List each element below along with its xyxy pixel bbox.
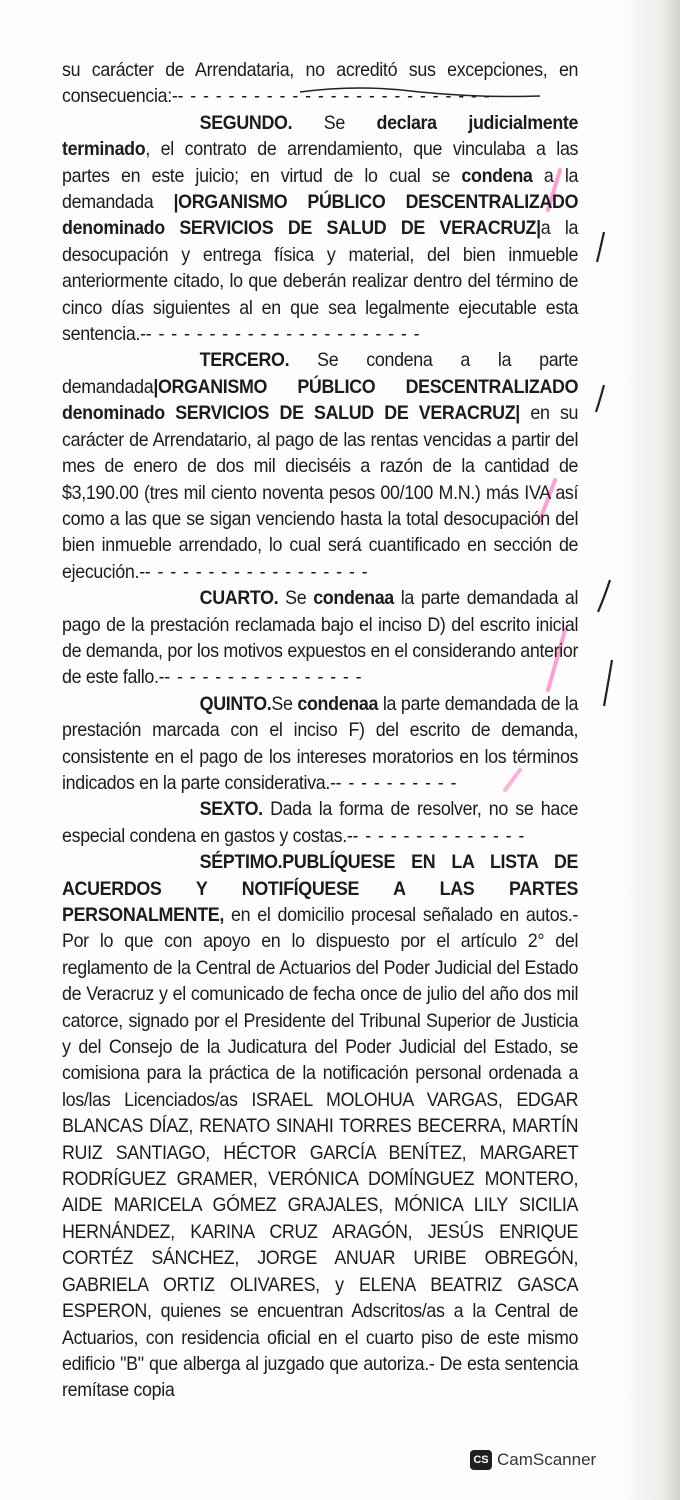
dash-fill: - - - - - - - - - - - - - - - - xyxy=(164,667,363,689)
paragraph-segundo xyxy=(62,111,578,349)
camscanner-badge-icon: CS xyxy=(470,1450,492,1470)
tercero-defendant: |ORGANISMO PÚBLICO DESCENTRALIZADO denominado SERVICIOS DE SALUD DE VERACRUZ| xyxy=(62,376,579,425)
segundo-defendant: |ORGANISMO PÚBLICO DESCENTRALIZADO denominado SERVICIOS DE SALUD DE VERACRUZ| xyxy=(62,192,579,240)
tercero-heading: TERCERO. xyxy=(199,350,290,372)
segundo-text-e: a la demandada xyxy=(62,165,579,214)
cuarto-text-c: la parte demandada al pago de la prestación reclamada bajo el inciso D) del escrito inicial de demanda, por los motivos expuestos en el considerando anterior de este fallo.- xyxy=(62,588,579,689)
dash-fill: - - - - - - - - - - - - - - xyxy=(352,825,526,847)
sexto-text-a: Dada la forma de resolver, no se hace especial condena en gastos y costas.- xyxy=(62,799,579,847)
quinto-text-b: condenaa xyxy=(297,693,379,715)
tercero-text-a: Se condena a la parte demandada xyxy=(62,350,579,398)
segundo-text-d: condena xyxy=(461,165,533,187)
sentence-body xyxy=(62,58,578,1405)
segundo-heading: SEGUNDO. xyxy=(199,112,293,134)
sexto-heading: SEXTO. xyxy=(199,799,263,821)
paragraph-sexto xyxy=(62,797,578,850)
dash-fill: - - - - - - - - - - xyxy=(335,772,458,794)
intro-line-1: su carácter de Arrendataria, no acreditó sus excepciones, en xyxy=(62,60,579,81)
dash-fill: - - - - - - - - - - - - - - - - - - - - - - xyxy=(145,324,421,346)
septimo-text-a: en el domicilio procesal señalado en autos.- Por lo que con apoyo en lo dispuesto por el artículo 2° del reglamento de la Central de Actuarios del Poder Judicial del Estado de Veracruz y el comunicado de fecha once de julio del año dos mil catorce, signado por el Presidente del Tribunal Superior de Justicia y del Consejo de la Judicatura del Poder Judicial del Estado, se comisiona para la práctica de la notificación personal ordenada a los/las Licenciados/as ISRAEL MOLOHUA VARGAS, EDGAR BLANCAS DÍAZ, RENATO SINAHI TORRES BECERRA, MARTÍN RUIZ SANTIAGO, HÉCTOR GARCÍA BENÍTEZ, MARGARET RODRÍGUEZ GRAMER, VERÓNICA DOMÍNGUEZ MONTERO, AIDE MARICELA GÓMEZ GRAJALES, MÓNICA LILY SICILIA HERNÁNDEZ, KARINA CRUZ ARAGÓN, JESÚS ENRIQUE CORTÉZ SÁNCHEZ, JORGE ANUAR URIBE OBREGÓN, GABRIELA ORTIZ OLIVARES, y ELENA BEATRIZ GASCA ESPERON, quienes se encuentran Adscritos/as a la Central de Actuarios, con residencia oficial en el cuarto piso de este mismo edificio "B" que alberga al juzgado que autoriza.- De esta sentencia remítase copia xyxy=(62,905,579,1402)
dash-fill: - - - - - - - - - - - - - - - - - - - - - - - - - xyxy=(177,86,491,108)
intro-line-2: consecuencia:- xyxy=(62,86,178,108)
cuarto-text-b: condenaa xyxy=(313,588,394,610)
camscanner-watermark xyxy=(470,1448,596,1472)
paragraph-quinto xyxy=(62,692,578,798)
tercero-text-c: en su carácter de Arrendatario, al pago de las rentas vencidas a partir del mes de enero de dos mil dieciséis a razón de la cantidad de $3,190.00 (tres mil ciento noventa pesos 00/100 M.N.) más IVA así como a las que se sigan venciendo hasta la total desocupación del bien inmueble arrendado, lo cual será cuantificado en sección de ejecución.- xyxy=(62,403,579,583)
camscanner-brand: CamScanner xyxy=(497,1450,597,1469)
paragraph-septimo xyxy=(62,850,578,1405)
segundo-text-c: , el contrato de arrendamiento, que vinculaba a las partes en este juicio; en virtud de lo cual se xyxy=(62,139,579,187)
cuarto-heading: CUARTO. xyxy=(199,588,279,610)
paragraph-cuarto xyxy=(62,586,578,692)
quinto-text-a: Se xyxy=(271,693,298,715)
cuarto-text-a: Se xyxy=(278,588,314,610)
segundo-text-b: declara judicialmente terminado xyxy=(62,112,579,161)
septimo-heading: SÉPTIMO.PUBLÍQUESE EN LA LISTA DE ACUERDOS Y NOTIFÍQUESE A LAS PARTES PERSONALMENTE, xyxy=(62,852,579,926)
segundo-text-g: a la desocupación y entrega física y material, del bien inmueble anteriormente citado, lo que deberán realizar dentro del término de cinco días siguientes al en que sea legalmente ejecutable esta sentencia.- xyxy=(62,218,579,346)
quinto-heading: QUINTO. xyxy=(199,693,272,715)
paragraph-tercero xyxy=(62,348,578,586)
paragraph-intro xyxy=(62,58,578,111)
dash-fill: - - - - - - - - - - - - - - - - - - xyxy=(144,561,369,583)
quinto-text-c: la parte demandada de la prestación marcada con el inciso F) del escrito de demanda, consistente en el pago de los intereses moratorios en los términos indicados en la parte considerativa.- xyxy=(62,693,579,794)
segundo-text-a: Se xyxy=(292,112,377,134)
